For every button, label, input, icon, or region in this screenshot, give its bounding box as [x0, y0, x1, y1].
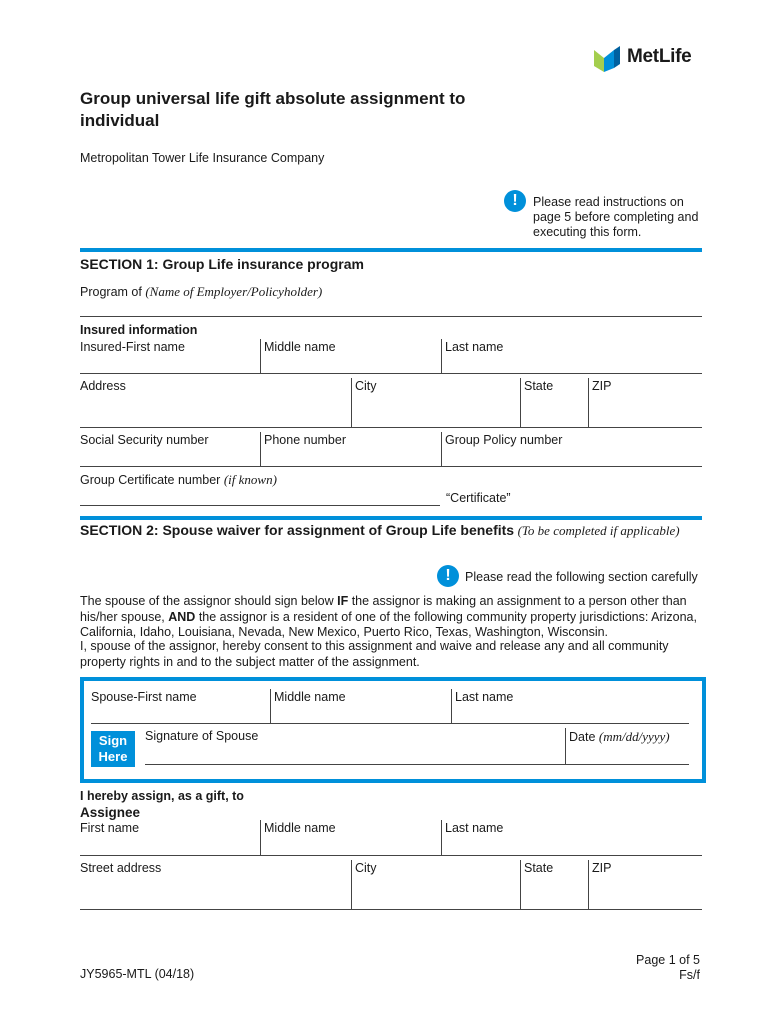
instructions-notice: Please read instructions on page 5 before completing and executing this form.	[533, 195, 699, 239]
exclamation-icon: !	[437, 565, 459, 587]
certificate-quote: “Certificate”	[446, 491, 511, 505]
city-label: City	[355, 379, 377, 393]
para1-and: AND	[168, 609, 196, 624]
exclamation-icon: !	[504, 190, 526, 212]
zip-label: ZIP	[592, 379, 612, 393]
section2-paragraph-1	[80, 594, 705, 641]
insured-heading: Insured information	[80, 323, 198, 337]
program-input-line[interactable]	[80, 316, 702, 317]
divider	[270, 689, 271, 724]
divider	[260, 339, 261, 374]
assignee-zip-label: ZIP	[592, 861, 612, 875]
spouse-first-name-label: Spouse-First name	[91, 690, 197, 704]
ssn-label: Social Security number	[80, 433, 209, 447]
certificate-label	[80, 472, 277, 488]
spouse-middle-name-label: Middle name	[274, 690, 346, 704]
date-hint: (mm/dd/yyyy)	[598, 729, 670, 744]
divider	[588, 378, 589, 427]
sign-here-line2: Here	[98, 749, 128, 764]
insured-middle-name-label: Middle name	[264, 340, 336, 354]
spouse-signature-field[interactable]	[145, 764, 689, 765]
divider	[520, 860, 521, 909]
metlife-logo	[594, 46, 704, 72]
metlife-logo-icon	[594, 46, 624, 72]
divider	[451, 689, 452, 724]
divider	[588, 860, 589, 909]
section2-notice: Please read the following section carefully	[465, 570, 698, 584]
section1-heading: SECTION 1: Group Life insurance program	[80, 256, 364, 272]
assignee-state-label: State	[524, 861, 554, 875]
form-code: Fs/f	[679, 968, 700, 982]
spouse-name-field[interactable]	[91, 723, 689, 724]
insured-name-field[interactable]	[80, 373, 702, 374]
address-field[interactable]	[80, 427, 702, 428]
sign-here-line1: Sign	[98, 733, 128, 748]
certificate-input-line[interactable]	[80, 505, 440, 506]
divider	[441, 432, 442, 467]
section2-heading-hint: (To be completed if applicable)	[517, 523, 680, 538]
insured-last-name-label: Last name	[445, 340, 504, 354]
para1-if: IF	[337, 594, 349, 608]
para1-b: the assignor is making an assignment to a person other than his/her spouse,	[80, 594, 687, 624]
spouse-signature-label: Signature of Spouse	[145, 729, 259, 743]
para1-c: the assignor is a resident of one of the following community property jurisdictions: Arizona, California, Idaho, Louisiana, Nevada, New Mexico, Puerto Rico, Texas, Washington, Wisconsin.	[80, 609, 697, 639]
street-address-label: Street address	[80, 861, 162, 875]
program-label-text: Program of	[80, 285, 142, 299]
assignee-middle-name-label: Middle name	[264, 821, 336, 835]
group-policy-label: Group Policy number	[445, 433, 563, 447]
section2-heading-block	[80, 523, 705, 539]
assignee-first-name-label: First name	[80, 821, 140, 835]
section1-rule	[80, 248, 702, 252]
insured-first-name-label: Insured-First name	[80, 340, 185, 354]
section2-rule	[80, 516, 702, 520]
certificate-label-text: Group Certificate number	[80, 473, 221, 487]
certificate-hint: (if known)	[223, 472, 277, 487]
spouse-last-name-label: Last name	[455, 690, 514, 704]
state-label: State	[524, 379, 554, 393]
divider	[260, 432, 261, 467]
program-label	[80, 284, 322, 300]
assignee-address-field[interactable]	[80, 909, 702, 910]
page-title: Group universal life gift absolute assignment to individual	[80, 89, 466, 130]
divider	[260, 820, 261, 855]
brand-name: MetLife	[627, 46, 692, 67]
address-label: Address	[80, 379, 126, 393]
ssn-row-field[interactable]	[80, 466, 702, 467]
divider	[441, 339, 442, 374]
divider	[351, 378, 352, 427]
form-number: JY5965-MTL (04/18)	[80, 967, 195, 981]
assign-intro: I hereby assign, as a gift, to	[80, 789, 244, 803]
program-hint: (Name of Employer/Policyholder)	[145, 284, 323, 299]
assignee-city-label: City	[355, 861, 377, 875]
divider	[441, 820, 442, 855]
divider	[565, 728, 566, 764]
sign-here-badge	[91, 731, 135, 767]
date-label-text: Date	[569, 730, 596, 744]
section2-heading: SECTION 2: Spouse waiver for assignment of Group Life benefits	[80, 522, 515, 538]
para1-a: The spouse of the assignor should sign below	[80, 594, 338, 608]
page-number: Page 1 of 5	[636, 953, 700, 967]
phone-label: Phone number	[264, 433, 347, 447]
section2-paragraph-2: I, spouse of the assignor, hereby consent to this assignment and waive and release any and all community property rights in and to the subject matter of the assignment.	[80, 639, 669, 669]
assignee-name-field[interactable]	[80, 855, 702, 856]
divider	[351, 860, 352, 909]
date-label	[569, 729, 670, 745]
assignee-heading: Assignee	[80, 805, 141, 820]
divider	[520, 378, 521, 427]
company-name: Metropolitan Tower Life Insurance Company	[80, 151, 325, 165]
assignee-last-name-label: Last name	[445, 821, 504, 835]
